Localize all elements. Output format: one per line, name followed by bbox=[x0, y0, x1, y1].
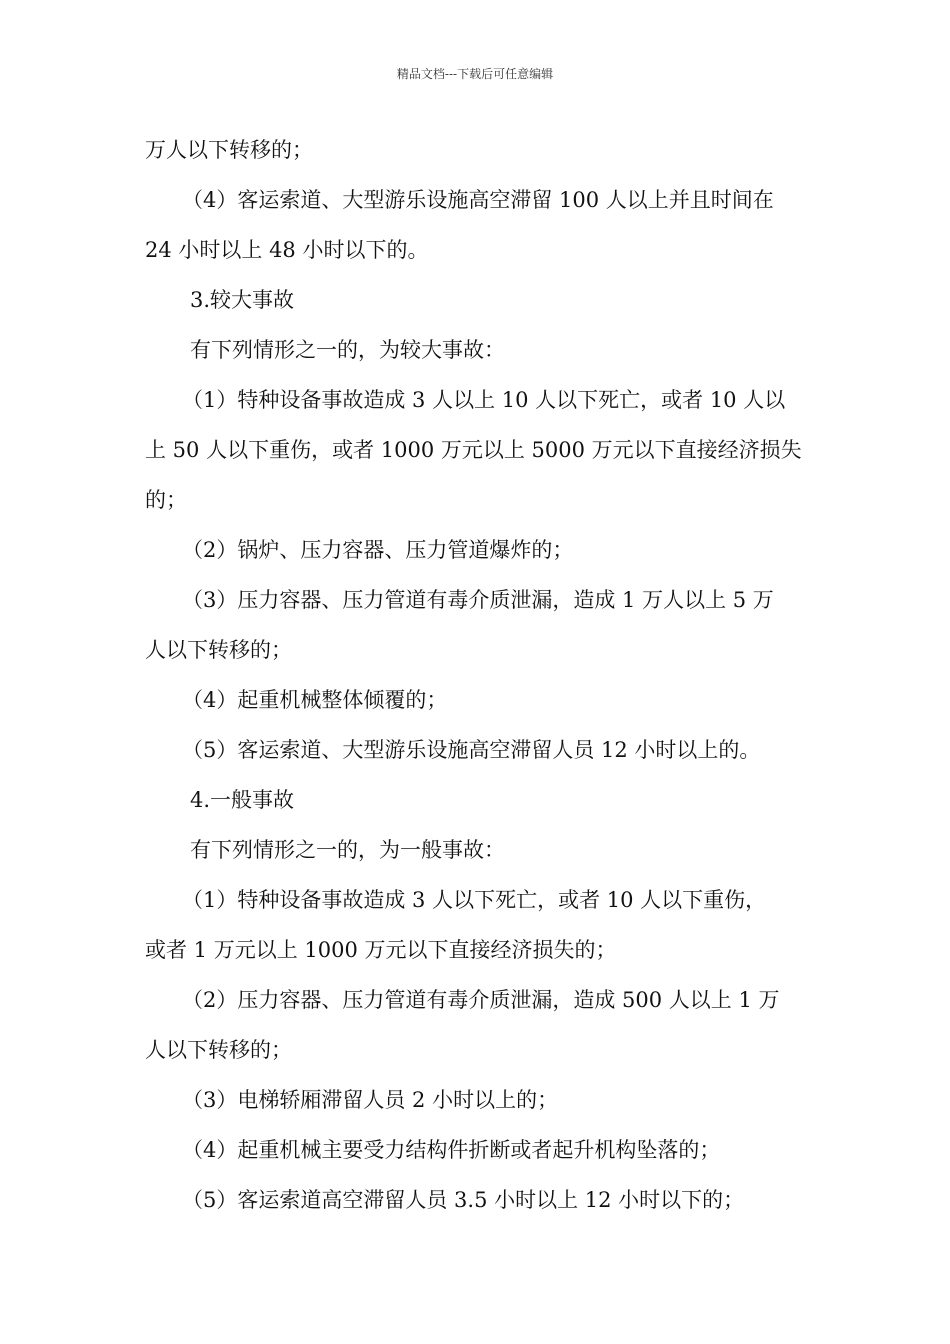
text-line: （3）电梯轿厢滞留人员 2 小时以上的； bbox=[182, 1088, 559, 1112]
page-header: 精品文档---下载后可任意编辑 bbox=[396, 67, 554, 81]
text-line: 24 小时以上 48 小时以下的。 bbox=[145, 238, 429, 262]
text-line: 人以下转移的； bbox=[145, 638, 292, 662]
text-line: （4）起重机械主要受力结构件折断或者起升机构坠落的； bbox=[182, 1138, 721, 1162]
text-line: （3）压力容器、压力管道有毒介质泄漏，造成 1 万人以上 5 万 bbox=[182, 588, 774, 612]
section-heading: 3.较大事故 bbox=[190, 288, 295, 312]
text-line: 上 50 人以下重伤，或者 1000 万元以上 5000 万元以下直接经济损失 bbox=[145, 438, 802, 462]
text-line: （5）客运索道高空滞留人员 3.5 小时以上 12 小时以下的； bbox=[182, 1188, 745, 1212]
text-line: 或者 1 万元以上 1000 万元以下直接经济损失的； bbox=[145, 938, 617, 962]
text-line: 万人以下转移的； bbox=[145, 138, 313, 162]
text-line: （4）客运索道、大型游乐设施高空滞留 100 人以上并且时间在 bbox=[182, 188, 774, 212]
text-line: （1）特种设备事故造成 3 人以上 10 人以下死亡，或者 10 人以 bbox=[182, 388, 786, 412]
text-line: 的； bbox=[145, 488, 187, 512]
text-line: （2）压力容器、压力管道有毒介质泄漏，造成 500 人以上 1 万 bbox=[182, 988, 780, 1012]
text-line: 有下列情形之一的，为一般事故： bbox=[190, 838, 505, 862]
text-line: 人以下转移的； bbox=[145, 1038, 292, 1062]
text-line: （1）特种设备事故造成 3 人以下死亡，或者 10 人以下重伤， bbox=[182, 888, 767, 912]
text-line: 有下列情形之一的，为较大事故： bbox=[190, 338, 505, 362]
text-line: （4）起重机械整体倾覆的； bbox=[182, 688, 448, 712]
text-line: （2）锅炉、压力容器、压力管道爆炸的； bbox=[182, 538, 574, 562]
section-heading: 4.一般事故 bbox=[190, 788, 295, 812]
text-line: （5）客运索道、大型游乐设施高空滞留人员 12 小时以上的。 bbox=[182, 738, 761, 762]
